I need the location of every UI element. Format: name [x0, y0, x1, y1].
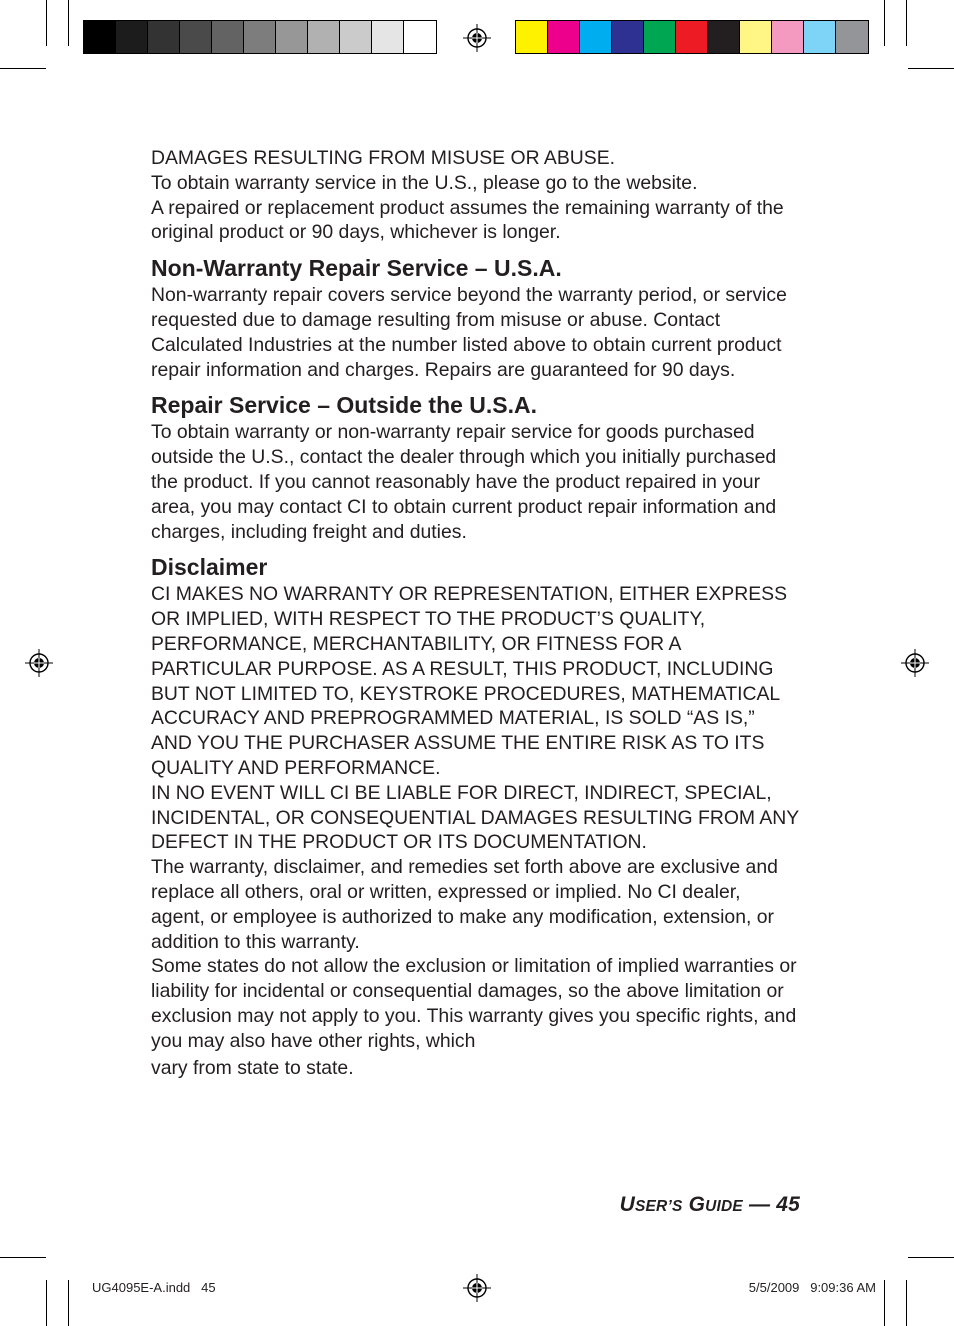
- intro-line: DAMAGES RESULTING FROM MISUSE OR ABUSE.: [151, 147, 616, 169]
- crop-mark: [46, 1280, 47, 1326]
- crop-mark: [908, 1257, 954, 1258]
- color-swatch: [580, 21, 612, 53]
- slug-timestamp: 5/5/2009 9:09:36 AM: [748, 1280, 876, 1295]
- section-heading-outside-usa: Repair Service – Outside the U.S.A.: [151, 392, 538, 419]
- registration-mark-icon: [901, 649, 929, 677]
- registration-mark-icon: [463, 1274, 491, 1302]
- disclaimer-final-line: vary from state to state.: [151, 1056, 354, 1079]
- color-swatch: [804, 21, 836, 53]
- process-color-bar: [515, 20, 869, 54]
- crop-mark: [906, 0, 907, 46]
- color-swatch: [404, 21, 436, 53]
- footer-apos-s: ’S: [667, 1198, 683, 1215]
- registration-mark-icon: [25, 649, 53, 677]
- color-swatch: [708, 21, 740, 53]
- section-body-non-warranty: Non-warranty repair covers service beyond the warranty period, or service requested due to damage resulting from misuse or abuse. Contact Calculated Industries at the number listed above to obtain current product repair information and charges. Repairs are guaranteed for 90 days.: [151, 284, 787, 381]
- color-swatch: [84, 21, 116, 53]
- color-swatch: [836, 21, 868, 53]
- page-number: — 45: [749, 1193, 800, 1216]
- color-swatch: [772, 21, 804, 53]
- color-swatch: [340, 21, 372, 53]
- section-heading-non-warranty: Non-Warranty Repair Service – U.S.A.: [151, 255, 562, 282]
- color-swatch: [308, 21, 340, 53]
- intro-line: A repaired or replacement product assumes the remaining warranty of the original product or 90 days, whichever is longer.: [151, 196, 784, 244]
- color-swatch: [372, 21, 404, 53]
- grayscale-color-bar: [83, 20, 437, 54]
- crop-mark: [884, 0, 885, 46]
- disclaimer-paragraph: IN NO EVENT WILL CI BE LIABLE FOR DIRECT, INDIRECT, SPECIAL, INCIDENTAL, OR CONSEQUENTIAL DAMAGES RESULTING FROM ANY DEFECT IN THE PRODUCT OR ITS DOCUMENTATION.: [151, 781, 799, 854]
- page-body: [151, 146, 799, 1080]
- registration-mark-icon: [463, 24, 491, 52]
- color-swatch: [148, 21, 180, 53]
- footer-uide: UIDE: [705, 1198, 743, 1215]
- color-swatch: [740, 21, 772, 53]
- color-swatch: [180, 21, 212, 53]
- crop-mark: [68, 1280, 69, 1326]
- color-swatch: [612, 21, 644, 53]
- crop-mark: [0, 68, 46, 69]
- intro-line: To obtain warranty service in the U.S., please go to the website.: [151, 171, 698, 194]
- color-swatch: [244, 21, 276, 53]
- crop-mark: [884, 1280, 885, 1326]
- color-swatch: [676, 21, 708, 53]
- color-swatch: [212, 21, 244, 53]
- disclaimer-paragraph: CI MAKES NO WARRANTY OR REPRESENTATION, EITHER EXPRESS OR IMPLIED, WITH RESPECT TO THE PRODUCT’S QUALITY, PERFORMANCE, MERCHANTABILITY, OR FITNESS FOR A PARTICULAR PURPOSE. AS A RESULT, THIS PRODUCT, INCLUDING BUT NOT LIMITED TO, KEYSTROKE PROCEDURES, MATHEMATICAL ACCURACY AND PREPROGRAMMED MATERIAL, IS SOLD “AS IS,” AND YOU THE PURCHASER ASSUME THE ENTIRE RISK AS TO ITS QUALITY AND PERFORMANCE.: [151, 583, 788, 779]
- crop-mark: [906, 1280, 907, 1326]
- section-body-outside-usa: To obtain warranty or non-warranty repair service for goods purchased outside the U.S., contact the dealer through which you initially purchased the product. If you cannot reasonably have the product repaired in your area, you may contact CI to obtain current product repair information and charges, including freight and duties.: [151, 421, 777, 543]
- crop-mark: [908, 68, 954, 69]
- page-footer-title: [620, 1193, 800, 1217]
- crop-mark: [46, 0, 47, 46]
- disclaimer-paragraph: The warranty, disclaimer, and remedies set forth above are exclusive and replace all others, oral or written, expressed or implied. No CI dealer, agent, or employee is authorized to make any modification, extension, or addition to this warranty.: [151, 856, 778, 953]
- color-swatch: [516, 21, 548, 53]
- color-swatch: [276, 21, 308, 53]
- disclaimer-paragraph: Some states do not allow the exclusion or limitation of implied warranties or liability for incidental or consequential damages, so the above limitation or exclusion may not apply to you. This warranty gives you specific rights, and you may also have other rights, which: [151, 955, 797, 1052]
- color-swatch: [548, 21, 580, 53]
- footer-g: G: [688, 1193, 706, 1216]
- color-swatch: [116, 21, 148, 53]
- slug-filename: UG4095E-A.indd 45: [92, 1280, 216, 1295]
- footer-u: U: [619, 1193, 635, 1216]
- crop-mark: [0, 1257, 46, 1258]
- color-swatch: [644, 21, 676, 53]
- footer-ser: SER: [634, 1198, 668, 1215]
- crop-mark: [68, 0, 69, 46]
- section-heading-disclaimer: Disclaimer: [151, 554, 268, 581]
